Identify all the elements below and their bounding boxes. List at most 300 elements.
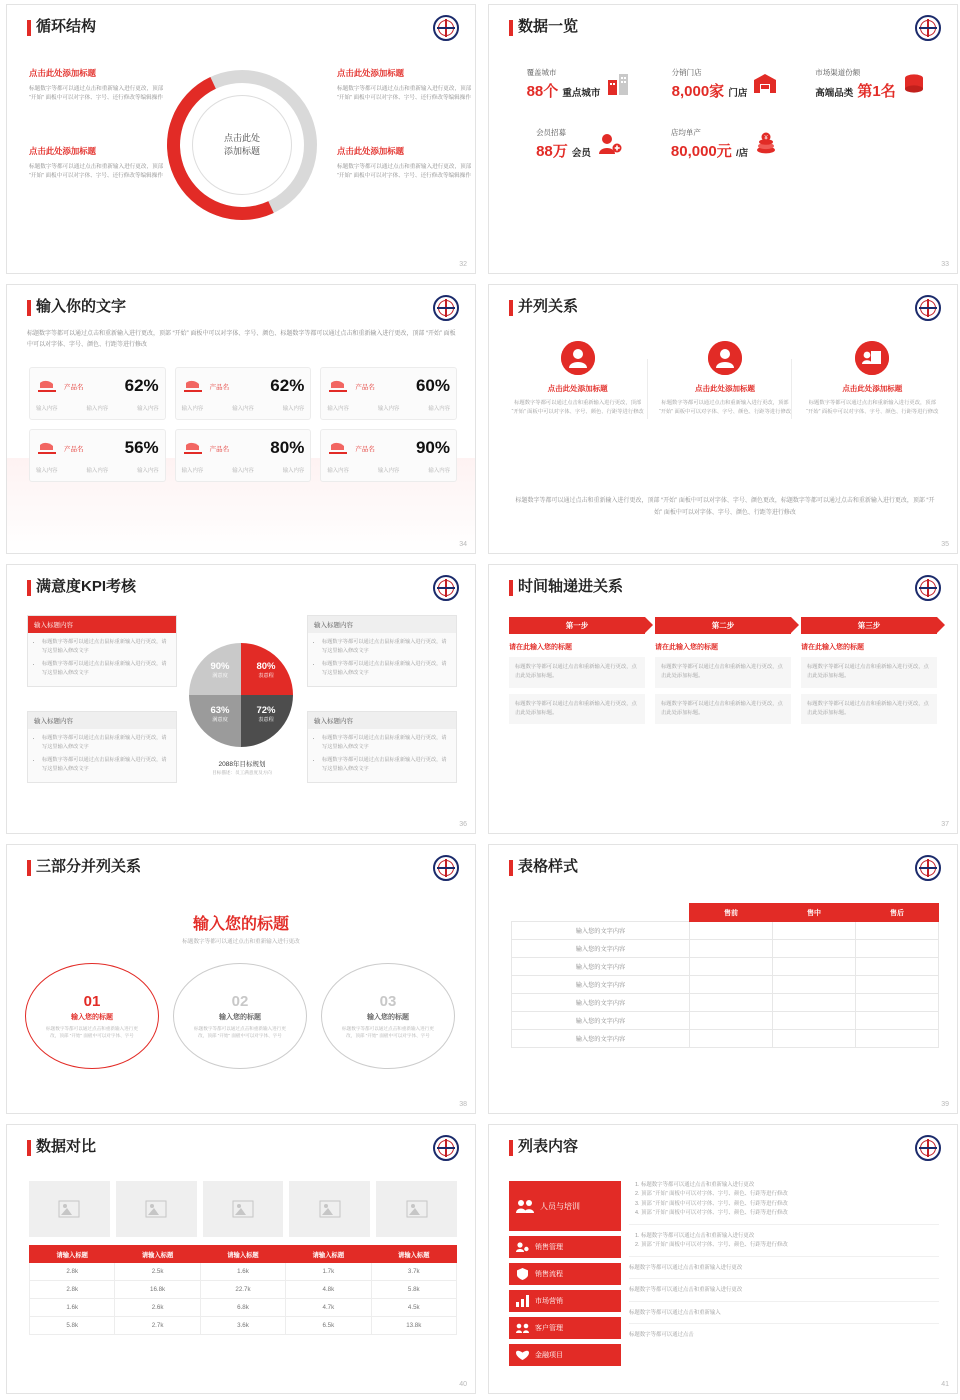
timeline-step-heading: 请在此输入您的标题	[509, 644, 572, 651]
cycle-item-bottom-left	[29, 145, 169, 181]
page-title: 输入你的文字	[27, 299, 126, 316]
table-cell	[855, 976, 938, 994]
hand-icon	[182, 379, 204, 393]
list-block	[629, 1181, 939, 1225]
list-block	[629, 1232, 939, 1257]
parallel-heading: 点击此处添加标题	[694, 384, 755, 393]
pie-slice-name: 满意度	[212, 673, 228, 680]
image-placeholder[interactable]	[289, 1181, 370, 1237]
parallel-column	[806, 341, 939, 418]
percent-card-sub1: 输入内容	[36, 468, 58, 474]
brand-logo-icon	[915, 575, 941, 601]
page-title: 数据对比	[27, 1139, 96, 1156]
percent-card[interactable]	[175, 367, 312, 420]
table-cell: 2.7k	[115, 1317, 200, 1335]
table-row	[30, 1299, 457, 1317]
store-icon	[752, 71, 778, 97]
coins-icon	[753, 131, 779, 157]
main-headline: 输入您的标题	[192, 916, 289, 933]
person-headset-icon	[561, 341, 595, 375]
percent-card-sub3: 输入内容	[428, 406, 450, 412]
slide-percentages	[6, 284, 476, 554]
table-cell	[773, 940, 856, 958]
timeline-step-para: 标题数字等都可以通过点击和重新输入进行更改，点击此处添加标题。	[509, 694, 645, 725]
table-cell: 2.5k	[115, 1263, 200, 1281]
table-cell	[855, 1030, 938, 1048]
table-cell: 输入您的文字内容	[512, 958, 690, 976]
parallel-column	[658, 341, 791, 418]
timeline-step-para: 标题数字等都可以通过点击和重新输入进行更改，点击此处添加标题。	[801, 694, 937, 725]
kpi-box-header: 输入标题内容	[28, 616, 176, 633]
table-row	[512, 976, 939, 994]
stat-cell	[509, 127, 649, 161]
percent-card-value: 62%	[270, 376, 305, 395]
kpi-chart-caption	[167, 757, 317, 776]
cycle-item-body: 标题数字等都可以通过点击和重新输入进行更改，顶部 “开始” 面板中可以对字体、字号、还行修改等编辑操作	[337, 163, 472, 180]
stat-value: 80,000元	[670, 143, 732, 160]
hand-icon	[327, 441, 349, 455]
building-icon	[605, 71, 631, 97]
table-cell	[773, 976, 856, 994]
kpi-box-header: 输入标题内容	[308, 616, 456, 633]
table-cell: 2.8k	[30, 1263, 115, 1281]
sales-icon	[516, 1241, 529, 1253]
table-cell	[855, 994, 938, 1012]
kpi-pie-chart	[189, 643, 293, 747]
brand-logo-icon	[433, 1135, 459, 1161]
cycle-item-body: 标题数字等都可以通过点击和重新输入进行更改，顶部 “开始” 面板中可以对字体、字号、还行修改等编辑操作	[29, 85, 164, 102]
table-row	[512, 1012, 939, 1030]
cycle-center-label	[192, 95, 292, 195]
kpi-box-header: 输入标题内容	[28, 712, 176, 729]
percent-card-value: 80%	[270, 438, 305, 457]
stat-cell	[509, 67, 649, 101]
table-row	[30, 1317, 457, 1335]
kpi-box	[307, 711, 457, 783]
stat-value: 88万	[536, 143, 568, 160]
cycle-diagram	[7, 53, 475, 253]
table-row	[30, 1263, 457, 1281]
list-nav-label: 市场营销	[535, 1298, 563, 1305]
percent-card-name: 产品名	[209, 383, 230, 391]
kpi-box	[307, 615, 457, 687]
slide-table	[488, 844, 958, 1114]
stat-cell	[801, 67, 941, 101]
table-cell	[690, 922, 773, 940]
list-nav-item-sales[interactable]	[509, 1236, 621, 1258]
table-header-blank	[512, 904, 690, 922]
page-title: 循环结构	[27, 19, 96, 36]
page-title: 数据一览	[509, 19, 578, 36]
kpi-line: • 标题数字等都可以通过点击鼠标重新输入进行更改，请写这里输入修改文字	[42, 660, 170, 678]
hand-icon	[36, 441, 58, 455]
table-cell: 4.5k	[371, 1299, 456, 1317]
image-placeholder[interactable]	[203, 1181, 284, 1237]
people-training-icon	[516, 1198, 534, 1214]
brand-logo-icon	[915, 295, 941, 321]
circle-number: 02	[231, 992, 249, 1010]
percent-card-value: 56%	[124, 438, 159, 457]
percent-card-sub3: 输入内容	[137, 406, 159, 412]
parallel-heading: 点击此处添加标题	[547, 384, 608, 393]
parallel-footer-text: 标题数字等都可以通过点击和重新输入进行更改，顶部 “开始” 面板中可以对字体、字号、颜色更改，标题数字等都可以通过点击和重新输入进行更改，顶部 “开始” 面板中可以对字体、字号、颜色、行距等进行修改	[515, 498, 935, 516]
compare-table	[29, 1245, 457, 1335]
table-cell: 3.7k	[371, 1263, 456, 1281]
brand-logo-icon	[915, 15, 941, 41]
timeline-step	[509, 617, 645, 730]
page-number: 35	[941, 541, 949, 548]
page-number: 41	[941, 1381, 949, 1388]
table-row	[512, 1030, 939, 1048]
list-nav-label: 金融项目	[535, 1352, 563, 1359]
percent-card-sub2: 输入内容	[377, 468, 400, 474]
parallel-body: 标题数字等都可以通过点击和重新输入进行更改，顶部 “开始” 面板中可以对字体、字号、颜色、行距等进行修改	[511, 400, 644, 416]
table-cell: 4.8k	[286, 1281, 371, 1299]
table-header-cell: 售后	[855, 904, 938, 922]
table-cell: 22.7k	[200, 1281, 285, 1299]
table-header-cell: 请输入标题	[286, 1246, 371, 1263]
page-number: 39	[941, 1101, 949, 1108]
list-nav-item-customer[interactable]	[509, 1317, 621, 1339]
cycle-item-top-left	[29, 67, 169, 103]
percent-card-name: 产品名	[209, 445, 230, 453]
page-title: 列表内容	[509, 1139, 578, 1156]
list-line: 标题数字等都可以通过点击和重新输入进行更改	[629, 1264, 743, 1271]
list-nav-label: 销售管理	[535, 1244, 563, 1251]
parallel-body: 标题数字等都可以通过点击和重新输入进行更改，顶部 “开始” 面板中可以对字体、字号、颜色、行距等进行修改	[806, 400, 939, 416]
cycle-item-heading: 点击此处添加标题	[29, 68, 96, 78]
page-number: 36	[459, 821, 467, 828]
list-line: 1. 标题数字等都可以通过点击和重新输入进行更改	[641, 1232, 939, 1241]
percent-card[interactable]	[29, 367, 166, 420]
percent-card-sub3: 输入内容	[282, 406, 305, 412]
list-nav-item-people[interactable]	[509, 1181, 621, 1231]
parallel-heading: 点击此处添加标题	[842, 384, 903, 393]
table-row	[512, 994, 939, 1012]
stat-caption: 覆盖城市	[526, 68, 557, 77]
table-cell: 1.6k	[200, 1263, 285, 1281]
list-line: 标题数字等都可以通过点击和重新输入进行更改	[629, 1287, 743, 1294]
page-title: 满意度KPI考核	[27, 579, 136, 596]
timeline-step	[801, 617, 937, 730]
three-circle-row	[25, 963, 459, 1069]
page-number: 34	[459, 541, 467, 548]
circle-item-02[interactable]	[173, 963, 307, 1069]
pie-slice-value: 80%	[256, 661, 276, 672]
table-cell: 5.8k	[371, 1281, 456, 1299]
list-line: 2. 顶部 “开始” 面板中可以对字体、字号、颜色、行距等进行修改	[641, 1241, 939, 1250]
image-placeholder[interactable]	[116, 1181, 197, 1237]
cycle-item-top-right	[337, 67, 476, 103]
stat-unit: 门店	[728, 88, 748, 99]
table-cell: 1.6k	[30, 1299, 115, 1317]
finance-icon	[516, 1349, 529, 1361]
table-header-cell: 请输入标题	[200, 1246, 285, 1263]
table-cell	[855, 1012, 938, 1030]
page-number: 33	[941, 261, 949, 268]
percent-card-sub3: 输入内容	[282, 468, 305, 474]
percent-card-name: 产品名	[64, 383, 84, 391]
percent-card-value: 90%	[415, 438, 450, 457]
cycle-item-heading: 点击此处添加标题	[337, 146, 404, 156]
list-line: 2. 顶部 “开始” 面板中可以对字体、字号、颜色、行距等进行修改	[641, 1190, 939, 1199]
table-header-cell: 请输入标题	[30, 1246, 115, 1263]
timeline-step-para: 标题数字等都可以通过点击和重新输入进行更改，点击此处添加标题。	[801, 657, 937, 688]
list-line: 标题数字等都可以通过点击和重新输入	[629, 1309, 721, 1316]
percent-card-sub1: 输入内容	[327, 406, 349, 412]
timeline-step-para: 标题数字等都可以通过点击和重新输入进行更改，点击此处添加标题。	[655, 657, 791, 688]
pie-slice-label	[203, 661, 237, 680]
percent-card[interactable]	[175, 429, 312, 482]
pie-slice-label	[249, 705, 283, 724]
list-line: 1. 标题数字等都可以通过点击和重新输入进行更改	[641, 1181, 939, 1190]
table-header-row	[30, 1246, 457, 1263]
table-row	[512, 922, 939, 940]
list-line: 标题数字等都可以通过点击	[629, 1332, 694, 1339]
pie-slice-value: 63%	[210, 705, 230, 716]
stat-value: 88个	[526, 83, 559, 100]
percent-card-sub1: 输入内容	[36, 406, 58, 412]
percent-card[interactable]	[320, 429, 457, 482]
stat-value: 8,000家	[671, 83, 725, 100]
table-cell	[690, 994, 773, 1012]
list-line: 3. 顶部 “开始” 面板中可以对字体、字号、颜色、行距等进行修改	[641, 1200, 939, 1209]
kpi-box-body	[308, 633, 456, 686]
pie-slice-name: 表意程	[258, 717, 274, 724]
timeline-step-header: 第一步	[509, 617, 645, 634]
pie-slice-value: 72%	[256, 705, 276, 716]
timeline-step-heading: 请在此输入您的标题	[801, 644, 864, 651]
table-cell: 13.8k	[371, 1317, 456, 1335]
table-cell: 输入您的文字内容	[512, 922, 690, 940]
customer-icon	[516, 1322, 529, 1334]
hand-icon	[182, 441, 204, 455]
kpi-box	[27, 711, 177, 783]
table-cell: 输入您的文字内容	[512, 1012, 690, 1030]
table-cell: 5.8k	[30, 1317, 115, 1335]
table-cell	[773, 1012, 856, 1030]
kpi-box-header: 输入标题内容	[308, 712, 456, 729]
list-nav	[509, 1181, 621, 1371]
page-title: 三部分并列关系	[27, 859, 141, 876]
percent-card-sub2: 输入内容	[86, 406, 109, 412]
list-line: 4. 顶部 “开始” 面板中可以对字体、字号、颜色、行距等进行修改	[641, 1209, 939, 1218]
cycle-item-body: 标题数字等都可以通过点击和重新输入进行更改，顶部 “开始” 面板中可以对字体、字号、还行修改等编辑操作	[29, 163, 164, 180]
timeline-step-heading: 请在此输入您的标题	[655, 644, 718, 651]
member-icon	[596, 131, 622, 157]
list-nav-label: 人员与培训	[540, 1201, 580, 1211]
table-cell	[855, 940, 938, 958]
table-cell	[690, 940, 773, 958]
brand-logo-icon	[433, 855, 459, 881]
stat-caption: 分销门店	[671, 68, 702, 77]
page-number: 37	[941, 821, 949, 828]
kpi-line: • 标题数字等都可以通过点击鼠标重新输入进行更改，请写这里输入修改文字	[322, 638, 450, 656]
slide-data-compare	[6, 1124, 476, 1394]
table-cell	[773, 1030, 856, 1048]
percent-card[interactable]	[320, 367, 457, 420]
table-header-cell: 售中	[773, 904, 856, 922]
circle-body: 标题数字等都可以通过点击和重新输入进行更改，顶部 “开始” 面板中可以对字体、字号	[46, 1025, 138, 1038]
stat-cell	[655, 127, 795, 161]
image-placeholder[interactable]	[29, 1181, 110, 1237]
table-row	[512, 940, 939, 958]
circle-heading: 输入您的标题	[367, 1013, 409, 1021]
percent-card-value: 62%	[124, 376, 159, 395]
cycle-center-line2: 添加标题	[223, 146, 260, 156]
circle-item-03[interactable]	[321, 963, 455, 1069]
list-nav-item-finance[interactable]	[509, 1344, 621, 1366]
kpi-box	[27, 615, 177, 687]
timeline-step-header: 第三步	[801, 617, 937, 634]
table-cell: 3.6k	[200, 1317, 285, 1335]
pie-slice-label	[203, 705, 237, 724]
stats-grid	[509, 67, 941, 161]
table-cell: 4.7k	[286, 1299, 371, 1317]
table-cell	[690, 1030, 773, 1048]
percent-card-name: 产品名	[355, 383, 375, 391]
circle-number: 01	[83, 992, 101, 1010]
percent-card-sub2: 输入内容	[86, 468, 109, 474]
timeline-step-para: 标题数字等都可以通过点击和重新输入进行更改，点击此处添加标题。	[509, 657, 645, 688]
timeline-step-para: 标题数字等都可以通过点击和重新输入进行更改，点击此处添加标题。	[655, 694, 791, 725]
table-cell: 16.8k	[115, 1281, 200, 1299]
slide-list-content	[488, 1124, 958, 1394]
slide-cycle	[6, 4, 476, 274]
table-cell	[773, 958, 856, 976]
kpi-caption-sub: 目标描述：员工满意度及方向	[212, 770, 272, 775]
hand-icon	[36, 379, 58, 393]
circle-heading: 输入您的标题	[219, 1013, 261, 1021]
table-cell: 输入您的文字内容	[512, 976, 690, 994]
parallel-body: 标题数字等都可以通过点击和重新输入进行更改，顶部 “开始” 面板中可以对字体、字号、颜色、行距等进行修改	[658, 400, 792, 416]
percent-card-sub1: 输入内容	[181, 406, 204, 412]
circle-item-01[interactable]	[25, 963, 159, 1069]
circle-number: 03	[379, 992, 397, 1010]
kpi-box-body	[308, 729, 456, 782]
page-title: 并列关系	[509, 299, 578, 316]
stat-unit: /店	[735, 148, 749, 159]
percent-card-name: 产品名	[355, 445, 375, 453]
table-cell: 输入您的文字内容	[512, 1030, 690, 1048]
list-block	[629, 1309, 939, 1324]
table-cell: 2.8k	[30, 1281, 115, 1299]
table-row	[512, 958, 939, 976]
percent-card-name: 产品名	[64, 445, 84, 453]
list-block	[629, 1286, 939, 1301]
percent-card-value: 60%	[415, 376, 450, 395]
circle-body: 标题数字等都可以通过点击和重新输入进行更改，顶部 “开始” 面板中可以对字体、字号	[342, 1025, 434, 1038]
list-block	[629, 1331, 939, 1340]
slide-parallel	[488, 284, 958, 554]
kpi-line: • 标题数字等都可以通过点击鼠标重新输入进行更改，请写这里输入修改文字	[42, 734, 170, 752]
document-person-icon	[855, 341, 889, 375]
percent-card-sub1: 输入内容	[181, 468, 204, 474]
page-number: 38	[459, 1101, 467, 1108]
timeline-step-header: 第二步	[655, 617, 791, 634]
table-cell	[773, 994, 856, 1012]
description-text: 标题数字等都可以通过点击和重新输入进行更改，顶部 “开始” 面板中可以对字体、字号、颜色、标题数字等都可以通过点击和重新输入进行更改，顶部 “开始” 面板中可以对字体、字号、颜色、行距等进行修改	[27, 331, 456, 348]
cycle-center-line1: 点击此处	[223, 132, 260, 143]
percent-card-sub1: 输入内容	[327, 468, 349, 474]
cycle-item-heading: 点击此处添加标题	[29, 146, 96, 156]
brand-logo-icon	[433, 15, 459, 41]
table-cell: 输入您的文字内容	[512, 994, 690, 1012]
pie-slice-value: 90%	[210, 661, 230, 672]
slide-three-part	[6, 844, 476, 1114]
image-placeholder[interactable]	[376, 1181, 457, 1237]
brand-logo-icon	[915, 1135, 941, 1161]
table-header-row	[512, 904, 939, 922]
table-header-cell: 请输入标题	[115, 1246, 200, 1263]
page-title: 表格样式	[509, 859, 578, 876]
table-cell: 6.8k	[200, 1299, 285, 1317]
kpi-caption-main: 2088年目标规划	[218, 761, 266, 768]
percent-card-sub3: 输入内容	[428, 468, 450, 474]
table-cell: 2.6k	[115, 1299, 200, 1317]
slide-timeline	[488, 564, 958, 834]
pie-slice-label	[249, 661, 283, 680]
table-cell	[690, 958, 773, 976]
list-content-area	[629, 1181, 939, 1350]
person-icon	[708, 341, 742, 375]
stat-caption: 店均单产	[670, 128, 701, 137]
stat-unit: 会员	[571, 148, 591, 159]
table-cell	[690, 1012, 773, 1030]
table-cell: 输入您的文字内容	[512, 940, 690, 958]
slide-data-overview	[488, 4, 958, 274]
list-nav-item-marketing[interactable]	[509, 1290, 621, 1312]
cycle-item-heading: 点击此处添加标题	[337, 68, 404, 78]
list-block	[629, 1264, 939, 1279]
list-nav-item-process[interactable]	[509, 1263, 621, 1285]
pie-slice-name: 表意程	[258, 673, 274, 680]
kpi-box-body	[28, 729, 176, 782]
percent-card-sub2: 输入内容	[377, 406, 400, 412]
circle-heading: 输入您的标题	[71, 1013, 113, 1021]
parallel-column	[511, 341, 644, 418]
kpi-line: • 标题数字等都可以通过点击鼠标重新输入进行更改，请写这里输入修改文字	[322, 734, 450, 752]
kpi-line: • 标题数字等都可以通过点击鼠标重新输入进行更改，请写这里输入修改文字	[322, 756, 450, 774]
chart-icon	[516, 1295, 529, 1307]
circle-body: 标题数字等都可以通过点击和重新输入进行更改，顶部 “开始” 面板中可以对字体、字号	[194, 1025, 286, 1038]
table-cell	[773, 922, 856, 940]
percent-card[interactable]	[29, 429, 166, 482]
table-row	[30, 1281, 457, 1299]
database-icon	[901, 71, 927, 97]
stat-cell	[655, 67, 795, 101]
percent-card-sub2: 输入内容	[232, 406, 254, 412]
styled-table	[511, 903, 939, 1048]
kpi-line: • 标题数字等都可以通过点击鼠标重新输入进行更改，请写这里输入修改文字	[42, 638, 170, 656]
stat-caption: 市场渠道份额	[815, 68, 861, 77]
stat-caption: 会员招募	[536, 128, 567, 137]
percent-card-sub2: 输入内容	[232, 468, 254, 474]
list-nav-label: 客户管理	[535, 1325, 563, 1332]
table-header-cell: 请输入标题	[371, 1246, 456, 1263]
slide-kpi	[6, 564, 476, 834]
stat-unit: 高端品类	[815, 88, 854, 99]
kpi-line: • 标题数字等都可以通过点击鼠标重新输入进行更改，请写这里输入修改文字	[322, 660, 450, 678]
process-icon	[516, 1268, 529, 1280]
hand-icon	[327, 379, 349, 393]
cycle-item-bottom-right	[337, 145, 476, 181]
timeline-step	[655, 617, 791, 730]
list-nav-label: 销售流程	[535, 1271, 563, 1278]
percent-card-grid	[29, 367, 457, 482]
cycle-item-body: 标题数字等都可以通过点击和重新输入进行更改，顶部 “开始” 面板中可以对字体、字号、还行修改等编辑操作	[337, 85, 472, 102]
table-cell	[855, 958, 938, 976]
